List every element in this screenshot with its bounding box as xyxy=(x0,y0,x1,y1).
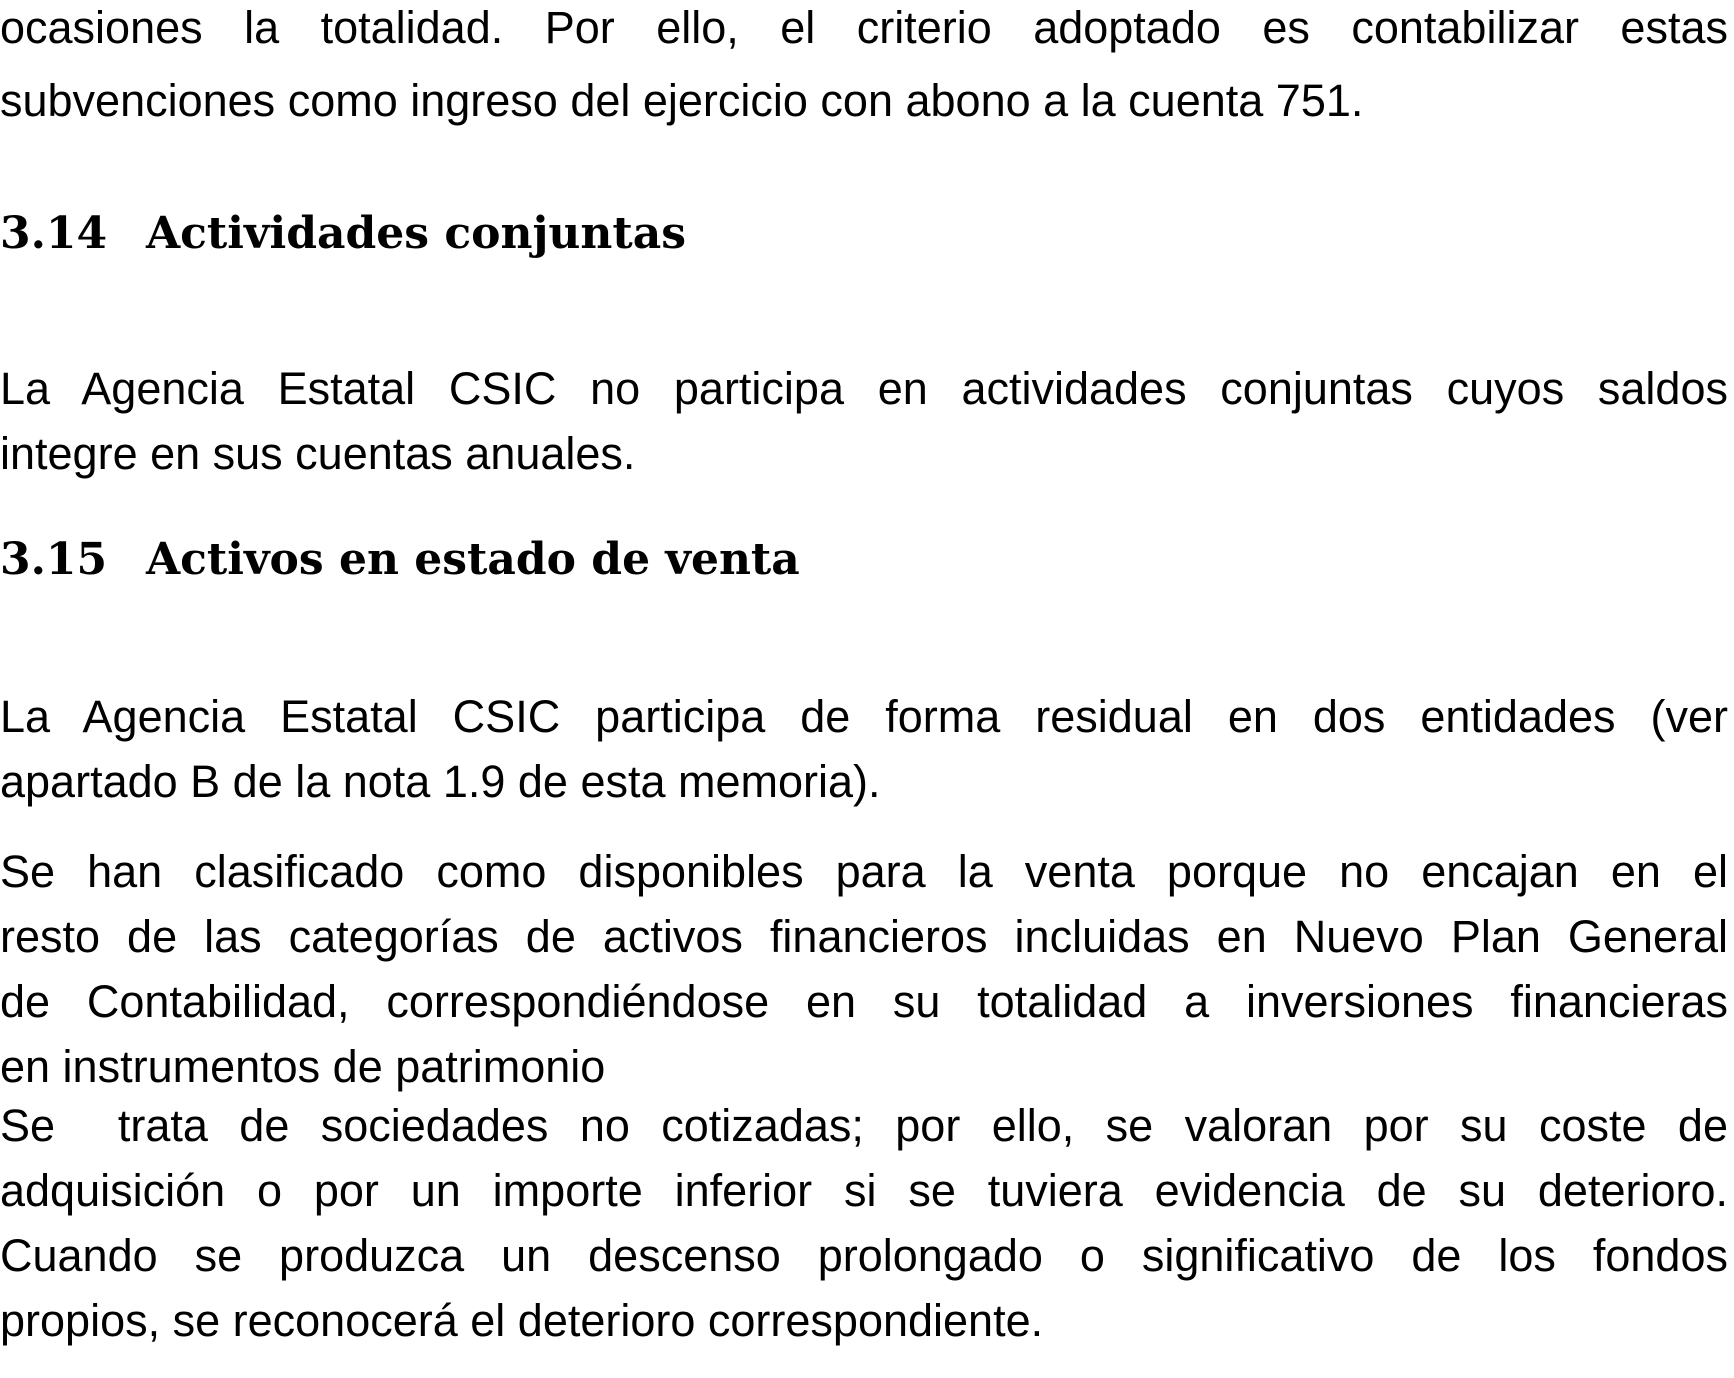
paragraph-line: apartado B de la nota 1.9 de esta memoria). xyxy=(0,756,881,807)
paragraph-line: adquisición o por un importe inferior si se tuviera evidencia de su deterioro. xyxy=(0,1165,1728,1216)
paragraph-line: La Agencia Estatal CSIC no participa en actividades conjuntas cuyos saldos xyxy=(0,363,1728,414)
section-title: Activos en estado de venta xyxy=(146,534,800,585)
paragraph-line: ocasiones la totalidad. Por ello, el criterio adoptado es contabilizar estas xyxy=(0,2,1728,53)
section-number: 3.15 xyxy=(0,534,108,585)
section-3-15-paragraph-3 xyxy=(0,1093,1728,1353)
section-number: 3.14 xyxy=(0,208,108,259)
paragraph-line: de Contabilidad, correspondiéndose en su totalidad a inversiones financieras xyxy=(0,976,1728,1027)
section-heading-3-14 xyxy=(0,204,686,264)
paragraph-line: La Agencia Estatal CSIC participa de forma residual en dos entidades (ver xyxy=(0,691,1728,742)
paragraph-line: Se han clasificado como disponibles para la venta porque no encajan en el xyxy=(0,846,1728,897)
section-3-14-paragraph xyxy=(0,356,1728,486)
section-3-15-paragraph-1 xyxy=(0,684,1728,814)
paragraph-line: resto de las categorías de activos financieros incluidas en Nuevo Plan General xyxy=(0,911,1728,962)
section-title: Actividades conjuntas xyxy=(146,208,687,259)
paragraph-line: en instrumentos de patrimonio xyxy=(0,1041,606,1092)
section-3-15-paragraph-2 xyxy=(0,839,1728,1099)
section-heading-3-15 xyxy=(0,530,800,590)
paragraph-line: propios, se reconocerá el deterioro correspondiente. xyxy=(0,1295,1044,1346)
paragraph-line: Se trata de sociedades no cotizadas; por ello, se valoran por su coste de xyxy=(0,1100,1728,1151)
intro-paragraph xyxy=(0,0,1728,133)
paragraph-line: Cuando se produzca un descenso prolongado o significativo de los fondos xyxy=(0,1230,1728,1281)
paragraph-line: subvenciones como ingreso del ejercicio con abono a la cuenta 751. xyxy=(0,75,1364,126)
paragraph-line: integre en sus cuentas anuales. xyxy=(0,428,636,479)
